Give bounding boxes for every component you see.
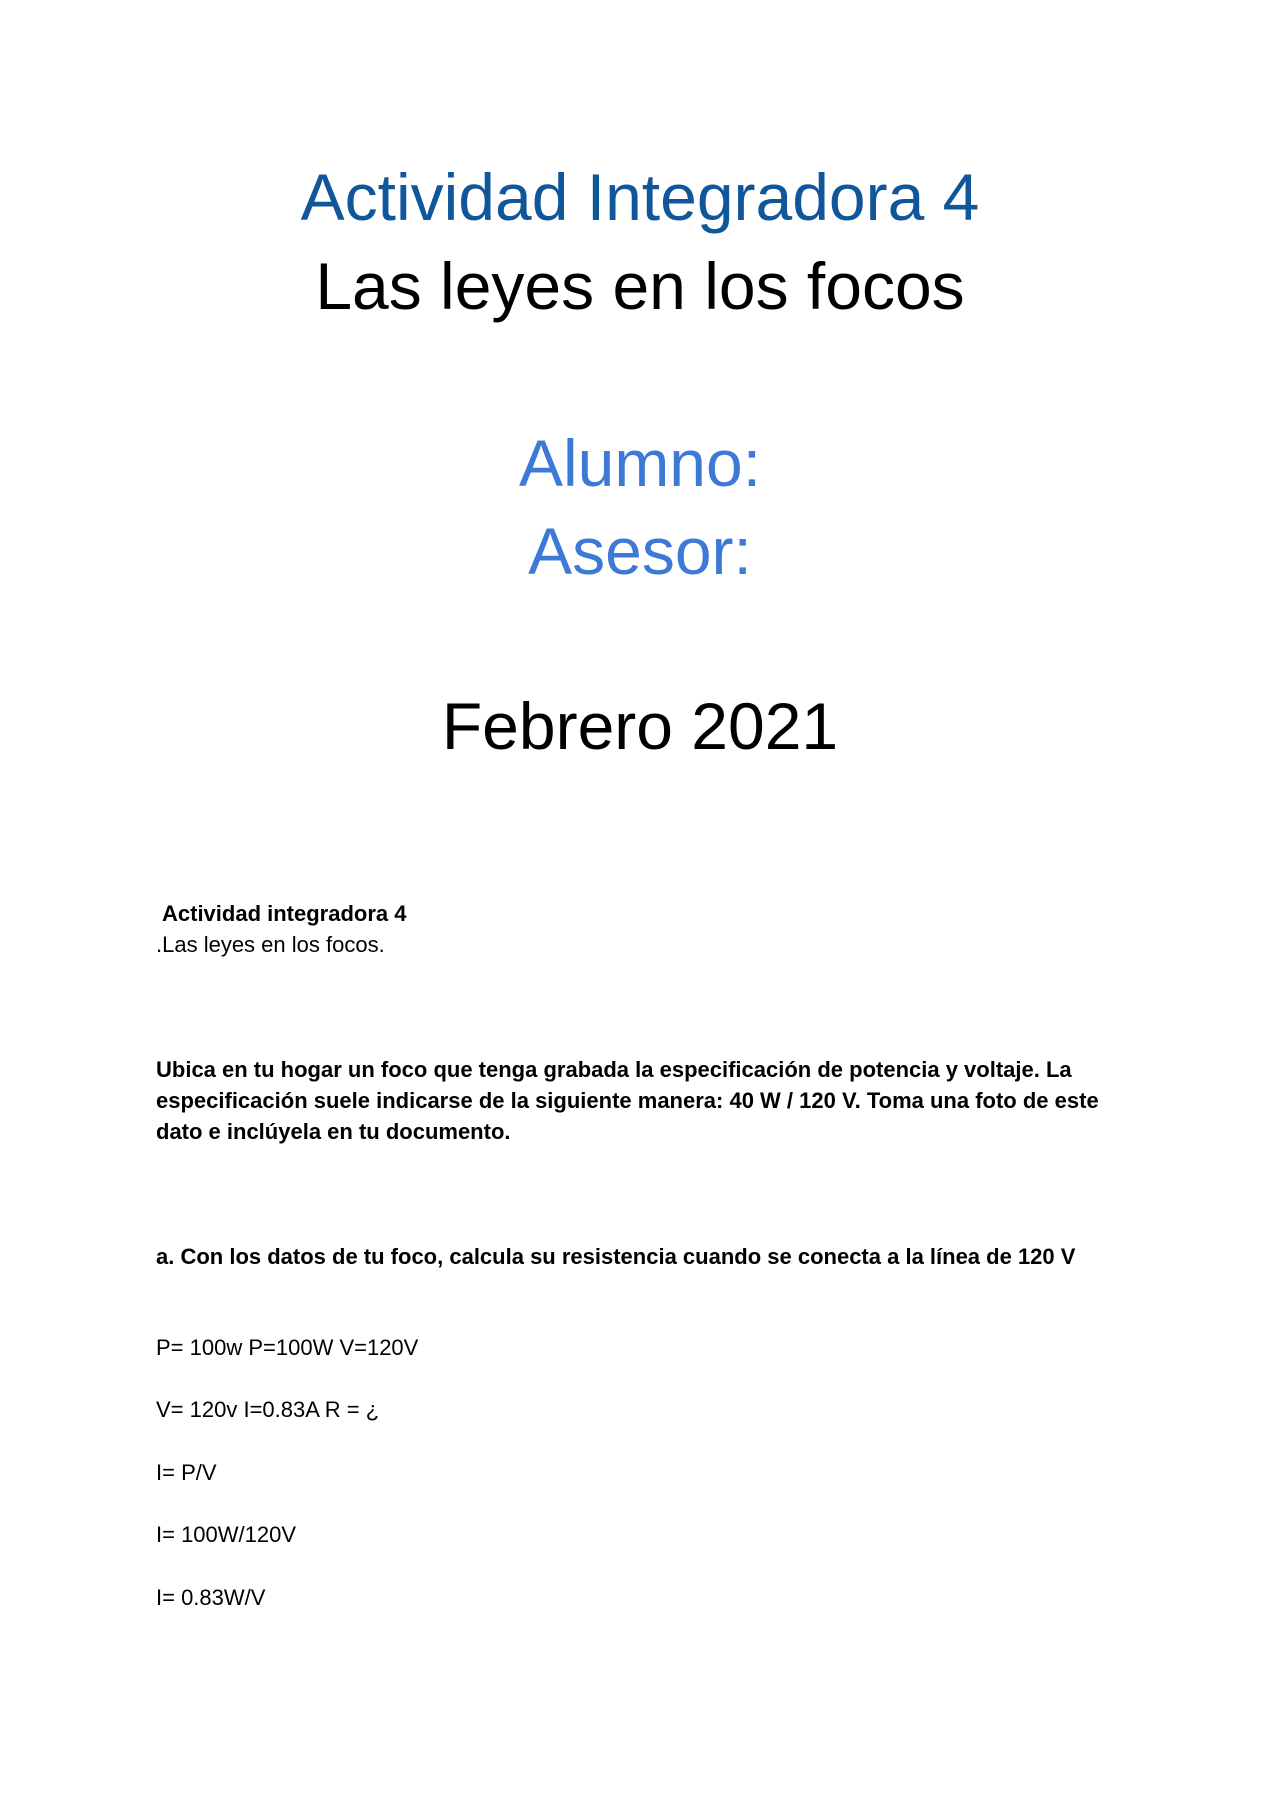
cover-subtitle: Las leyes en los focos xyxy=(315,249,965,323)
cover-title: Actividad Integradora 4 xyxy=(300,160,980,234)
asesor-label: Asesor: xyxy=(528,514,752,588)
calc-line: I= 100W/120V xyxy=(156,1522,297,1547)
calc-line: V= 120v I=0.83A R = ¿ xyxy=(156,1397,380,1422)
section-heading: Actividad integradora 4 xyxy=(162,901,407,926)
section-subheading: .Las leyes en los focos. xyxy=(156,932,385,957)
calc-line: I= P/V xyxy=(156,1460,217,1485)
question-a: a. Con los datos de tu foco, calcula su resistencia cuando se conecta a la línea de 120 V xyxy=(156,1244,1076,1269)
calc-line: I= 0.83W/V xyxy=(156,1585,266,1610)
cover-date: Febrero 2021 xyxy=(441,689,839,763)
instructions-paragraph: Ubica en tu hogar un foco que tenga grabada la especificación de potencia y voltaje. La especificación suele indicarse de la siguiente manera: 40 W / 120 V. Toma una foto de este dato e inclúyela en tu documento. xyxy=(156,1057,1099,1144)
alumno-label: Alumno: xyxy=(518,426,762,500)
calc-line: P= 100w P=100W V=120V xyxy=(156,1335,419,1360)
